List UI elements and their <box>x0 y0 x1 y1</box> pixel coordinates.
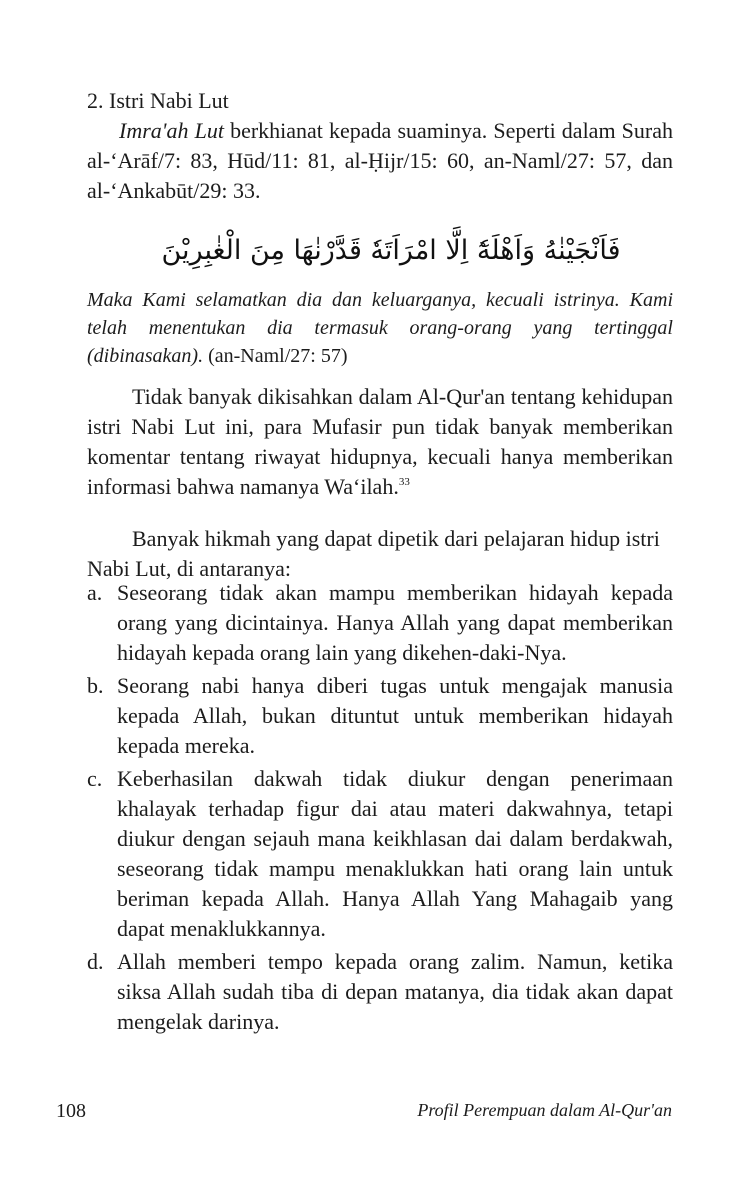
list-item <box>87 671 673 761</box>
arabic-verse: فَاَنْجَيْنٰهُ وَاَهْلَهٗٓ اِلَّا امْرَاَتَهٗ قَدَّرْنٰهَا مِنَ الْغٰبِرِيْنَ <box>161 235 621 266</box>
list-item <box>87 764 673 944</box>
list-marker: b. <box>87 673 104 698</box>
list-item-text: Allah memberi tempo kepada orang zalim. Namun, ketika siksa Allah sudah tiba di depan matanya, dia tidak akan dapat mengelak darinya. <box>117 949 673 1034</box>
lessons-list <box>87 578 673 1040</box>
list-marker: a. <box>87 580 103 605</box>
body-paragraph-2: Banyak hikmah yang dapat dipetik dari pelajaran hidup istri Nabi Lut, di antaranya: <box>87 526 660 581</box>
intro-italic-name: Imra'ah Lut <box>119 118 224 143</box>
intro-text: berkhianat kepada suaminya. Seperti dalam Surah al-‘Arāf/7: 83, Hūd/11: 81, al-Ḥijr/15: 60, an-Naml/27: 57, dan al-‘Ankabūt/29: 33. <box>87 118 673 203</box>
list-item-text: Seorang nabi hanya diberi tugas untuk mengajak manusia kepada Allah, bukan dituntut untuk memberikan hidayah kepada mereka. <box>117 673 673 758</box>
section-heading: 2. Istri Nabi Lut <box>87 88 229 113</box>
footnote-marker: 33 <box>398 476 410 488</box>
translation-reference: (an-Naml/27: 57) <box>203 345 348 367</box>
list-item-text: Seseorang tidak akan mampu memberikan hidayah kepada orang yang dicintainya. Hanya Allah yang dapat memberikan hidayah kepada orang lain yang dikehen-daki-Nya. <box>117 580 673 665</box>
list-item-text: Keberhasilan dakwah tidak diukur dengan penerimaan khalayak terhadap figur dai atau materi dakwahnya, tetapi diukur dengan sejauh mana keikhlasan dai dalam berdakwah, seseorang tidak mampu menaklukkan hati orang lain untuk beriman kepada Allah. Hanya Allah Yang Mahagaib yang dapat menaklukkannya. <box>117 766 673 941</box>
running-footer-title: Profil Perempuan dalam Al-Qur'an <box>417 1100 672 1120</box>
list-marker: d. <box>87 949 104 974</box>
body-paragraph-1 <box>87 382 673 502</box>
verse-translation <box>87 286 673 370</box>
list-item <box>87 947 673 1037</box>
page-number: 108 <box>56 1100 86 1122</box>
list-marker: c. <box>87 766 103 791</box>
translation-italic: Maka Kami selamatkan dia dan keluarganya, kecuali istrinya. Kami telah menentukan dia termasuk orang-orang yang tertinggal (dibinasakan). <box>87 289 673 367</box>
intro-paragraph <box>87 116 673 206</box>
list-item <box>87 578 673 668</box>
paragraph-1-text: Tidak banyak dikisahkan dalam Al-Qur'an tentang kehidupan istri Nabi Lut ini, para Mufasir pun tidak banyak memberikan komentar tentang riwayat hidupnya, kecuali hanya memberikan informasi bahwa namanya Wa‘ilah. <box>87 384 673 499</box>
